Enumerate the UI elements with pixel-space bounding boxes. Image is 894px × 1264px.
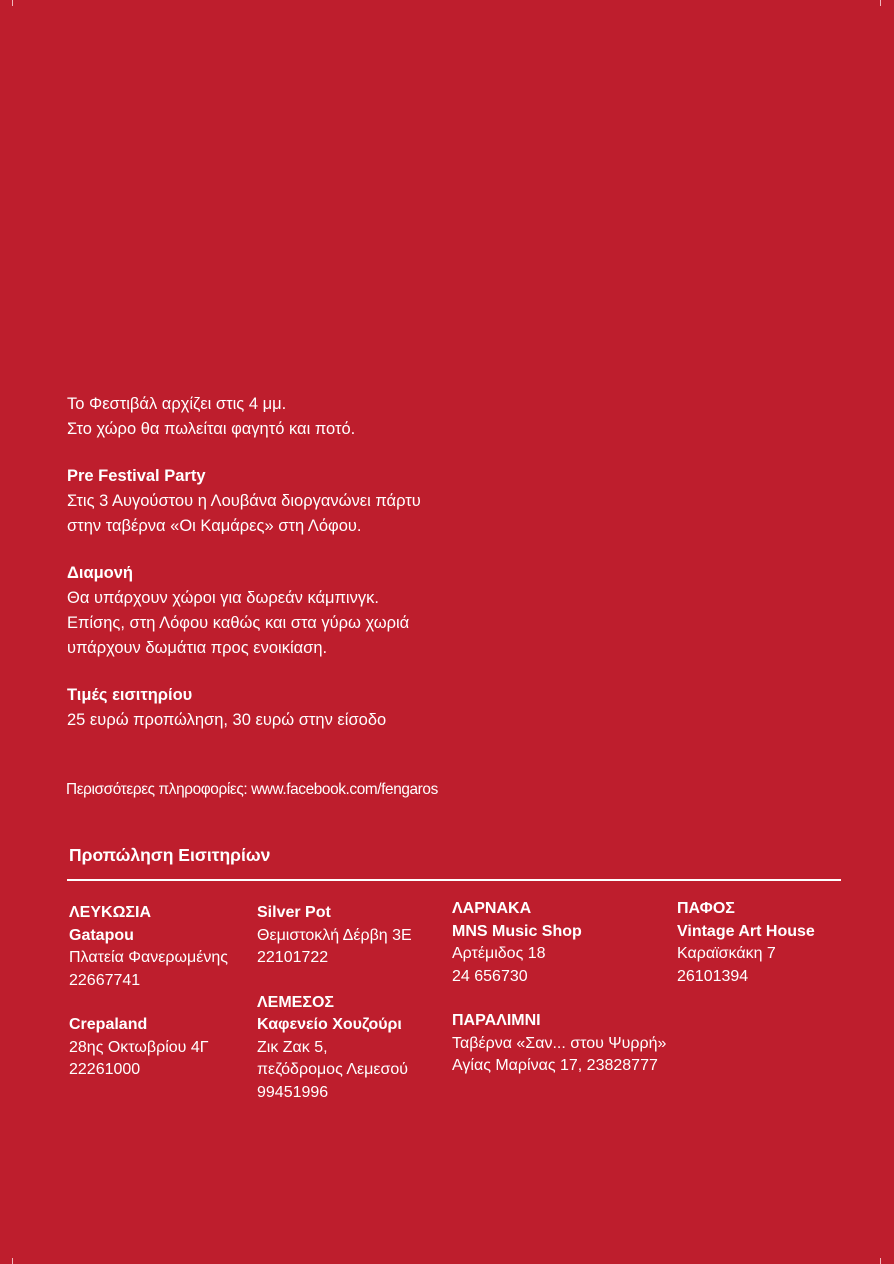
spacer xyxy=(69,992,228,1014)
stay-paragraph xyxy=(67,561,627,661)
crop-mark xyxy=(12,1258,13,1264)
shop-name: Gatapou xyxy=(69,926,134,944)
shop-address: Πλατεία Φανερωμένης xyxy=(69,949,228,966)
shop-address: 28ης Οκτωβρίου 4Γ xyxy=(69,1038,209,1056)
divider xyxy=(67,879,841,881)
intro-line: Το Φεστιβάλ αρχίζει στις 4 μμ. xyxy=(67,395,287,413)
shop-name: Silver Pot xyxy=(257,904,331,921)
presale-column-3 xyxy=(452,898,666,1078)
prices-heading: Τιμές εισιτηρίου xyxy=(67,686,193,704)
stay-line: υπάρχουν δωμάτια προς ενοικίαση. xyxy=(67,639,328,657)
shop-address: Αρτέμιδος 18 xyxy=(452,945,546,962)
shop-phone: 24 656730 xyxy=(452,967,528,985)
stay-line: Επίσης, στη Λόφου καθώς και στα γύρω χωριά xyxy=(67,614,410,632)
city-name: ΛΕΜΕΣΟΣ xyxy=(257,993,334,1011)
city-name: ΠΑΡΑΛΙΜΝΙ xyxy=(452,1012,541,1029)
shop-phone: 22101722 xyxy=(257,949,329,966)
shop-phone: 22261000 xyxy=(69,1061,141,1078)
party-line: στην ταβέρνα «Οι Καμάρες» στη Λόφου. xyxy=(67,517,362,535)
shop-address: πεζόδρομος Λεμεσού xyxy=(257,1061,409,1078)
party-heading: Pre Festival Party xyxy=(67,467,206,485)
shop-name: MNS Music Shop xyxy=(452,922,582,940)
shop-phone: 99451996 xyxy=(257,1083,329,1101)
stay-heading: Διαμονή xyxy=(67,564,134,582)
spacer xyxy=(257,970,412,992)
prices-paragraph xyxy=(67,683,627,733)
prices-line: 25 ευρώ προπώληση, 30 ευρώ στην είσοδο xyxy=(67,711,387,729)
shop-phone: 22667741 xyxy=(69,971,141,989)
more-info-link[interactable]: Περισσότερες πληροφορίες: www.facebook.com/fengaros xyxy=(66,781,438,798)
shop-name: Vintage Art House xyxy=(677,922,815,940)
intro-line: Στο χώρο θα πωλείται φαγητό και ποτό. xyxy=(67,420,356,438)
shop-address: Καραϊσκάκη 7 xyxy=(677,945,776,962)
shop-name: Καφενείο Χουζούρι xyxy=(257,1016,402,1033)
stay-line: Θα υπάρχουν χώροι για δωρεάν κάμπινγκ. xyxy=(67,589,379,607)
presale-title: Προπώληση Εισιτηρίων xyxy=(69,845,271,865)
crop-mark xyxy=(12,0,13,6)
shop-address: Ζικ Ζακ 5, xyxy=(257,1038,328,1056)
party-line: Στις 3 Αυγούστου η Λουβάνα διοργανώνει πάρτυ xyxy=(67,492,421,510)
city-name: ΠΑΦΟΣ xyxy=(677,900,735,917)
presale-column-2 xyxy=(257,902,412,1104)
shop-name: Ταβέρνα «Σαν... στου Ψυρρή» xyxy=(452,1034,667,1052)
city-name: ΛΕΥΚΩΣΙΑ xyxy=(69,904,151,921)
festival-info xyxy=(67,392,627,755)
shop-address: Αγίας Μαρίνας 17, 23828777 xyxy=(452,1057,658,1074)
crop-mark xyxy=(880,1258,881,1264)
shop-name: Crepaland xyxy=(69,1016,148,1033)
party-paragraph xyxy=(67,464,627,539)
shop-phone: 26101394 xyxy=(677,967,749,985)
shop-address: Θεμιστοκλή Δέρβη 3Ε xyxy=(257,926,412,944)
city-name: ΛΑΡΝΑΚΑ xyxy=(452,900,532,917)
presale-column-4 xyxy=(677,898,815,988)
spacer xyxy=(452,988,666,1010)
crop-mark xyxy=(880,0,881,6)
presale-column-1 xyxy=(69,902,228,1082)
intro-paragraph xyxy=(67,392,627,442)
